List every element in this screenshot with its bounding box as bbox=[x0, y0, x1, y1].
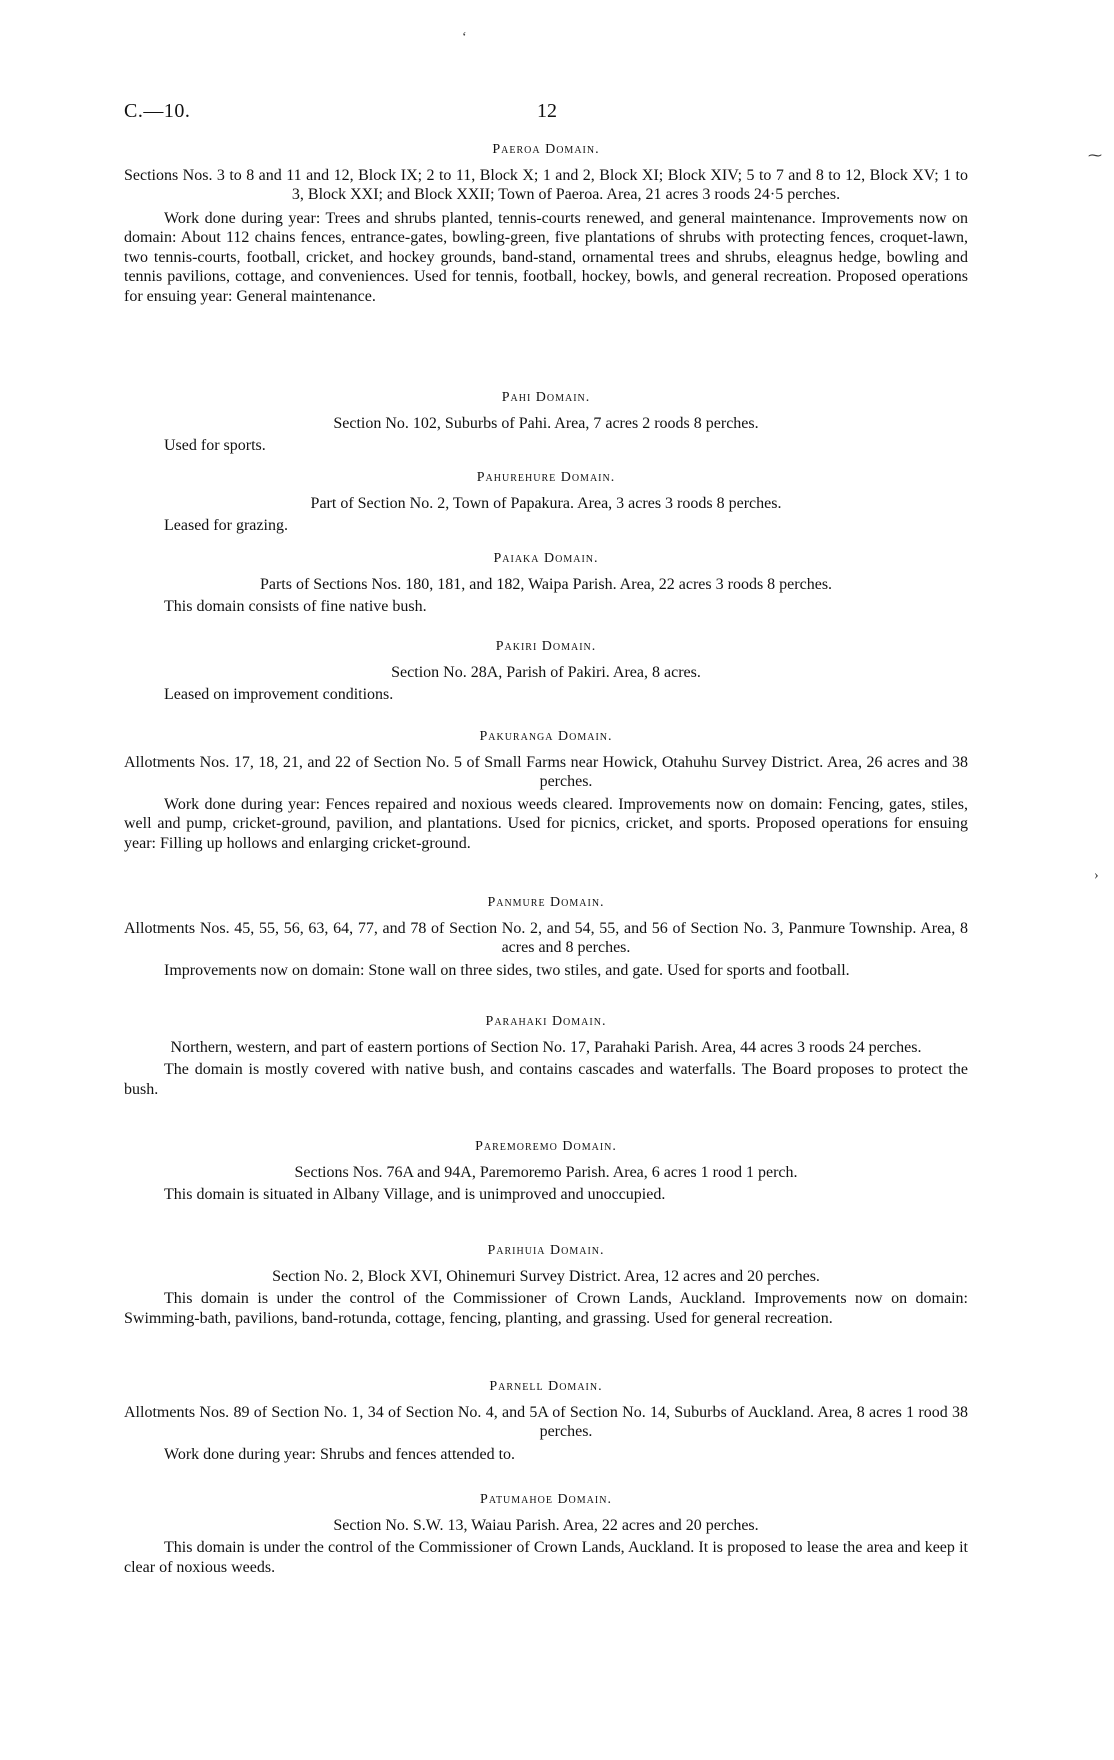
section-body: This domain consists of fine native bush. bbox=[164, 598, 427, 615]
section-heading: Pakiri Domain. bbox=[495, 639, 597, 654]
section-description: Section No. 102, Suburbs of Pahi. Area, 7 acres 2 roods 8 perches. bbox=[333, 414, 759, 432]
scan-speck: ⁓ bbox=[1088, 149, 1102, 164]
section-body: This domain is under the control of the Commissioner of Crown Lands, Auckland. It is proposed to lease the area and keep it clear of noxious weeds. bbox=[124, 1539, 968, 1576]
section-heading: Paiaka Domain. bbox=[493, 551, 599, 566]
section-pahi bbox=[124, 388, 968, 456]
section-heading: Paeroa Domain. bbox=[492, 142, 600, 157]
section-heading: Pakuranga Domain. bbox=[479, 729, 613, 744]
section-body: This domain is situated in Albany Village, and is unimproved and unoccupied. bbox=[164, 1186, 666, 1203]
section-body: Work done during year: Trees and shrubs planted, tennis-courts renewed, and general maintenance. Improvements now on domain: About 112 chains fences, entrance-gates, bowling-green, five plantations of shrubs with protecting fences, croquet-lawn, two tennis-courts, football, cricket, and hockey grounds, band-stand, ornamental trees and shrubs, eleagnus hedge, bowling and tennis pavilions, cottage, and conveniences. Used for tennis, football, hockey, bowls, and general recreation. Proposed operations for ensuing year: General maintenance. bbox=[124, 209, 968, 305]
section-heading: Paremoremo Domain. bbox=[475, 1139, 617, 1154]
section-body: Work done during year: Fences repaired and noxious weeds cleared. Improvements now on domain: Fencing, gates, stiles, well and pump, cricket-ground, pavilion, and plantations. Used for picnics, cricket, and sports. Proposed operations for ensuing year: Filling up hollows and enlarging cricket-ground. bbox=[124, 795, 968, 852]
section-parihuia bbox=[124, 1241, 968, 1328]
section-description: Section No. S.W. 13, Waiau Parish. Area, 22 acres and 20 perches. bbox=[333, 1516, 759, 1534]
section-body: Used for sports. bbox=[164, 437, 266, 454]
section-heading: Parahaki Domain. bbox=[485, 1014, 607, 1029]
section-description: Part of Section No. 2, Town of Papakura. Area, 3 acres 3 roods 8 perches. bbox=[310, 494, 782, 512]
section-paremoremo bbox=[124, 1137, 968, 1205]
scan-speck: › bbox=[1094, 868, 1099, 883]
section-heading: Parihuia Domain. bbox=[487, 1243, 605, 1258]
page-number: 12 bbox=[537, 100, 557, 122]
section-paiaka bbox=[124, 549, 968, 617]
section-heading: Pahurehure Domain. bbox=[476, 470, 616, 485]
section-description: Section No. 28A, Parish of Pakiri. Area, 8 acres. bbox=[391, 663, 701, 681]
section-pakuranga bbox=[124, 727, 968, 853]
section-body: This domain is under the control of the Commissioner of Crown Lands, Auckland. Improvements now on domain: Swimming-bath, pavilions, band-rotunda, cottage, fencing, planting, and grassing. Used for general recreation. bbox=[124, 1290, 968, 1327]
section-body: The domain is mostly covered with native bush, and contains cascades and waterfalls. The Board proposes to protect the bush. bbox=[124, 1061, 968, 1098]
section-body: Leased for grazing. bbox=[164, 517, 288, 534]
section-pakiri bbox=[124, 637, 968, 705]
section-description: Northern, western, and part of eastern portions of Section No. 17, Parahaki Parish. Area, 44 acres 3 roods 24 perches. bbox=[170, 1038, 922, 1056]
section-heading: Patumahoe Domain. bbox=[480, 1492, 612, 1507]
section-heading: Panmure Domain. bbox=[487, 895, 605, 910]
section-parnell bbox=[124, 1377, 968, 1464]
scan-speck: ‘ bbox=[462, 30, 467, 45]
report-reference: C.—10. bbox=[124, 100, 191, 122]
section-body: Work done during year: Shrubs and fences attended to. bbox=[164, 1445, 516, 1463]
section-description: Section No. 2, Block XVI, Ohinemuri Survey District. Area, 12 acres and 20 perches. bbox=[272, 1267, 820, 1285]
section-body: Improvements now on domain: Stone wall on three sides, two stiles, and gate. Used for sports and football. bbox=[164, 961, 850, 979]
section-description: Allotments Nos. 17, 18, 21, and 22 of Section No. 5 of Small Farms near Howick, Otahuhu Survey District. Area, 26 acres and 38 perches. bbox=[124, 753, 968, 790]
section-panmure bbox=[124, 893, 968, 980]
section-paeroa bbox=[124, 140, 968, 306]
section-description: Allotments Nos. 89 of Section No. 1, 34 of Section No. 4, and 5A of Section No. 14, Suburbs of Auckland. Area, 8 acres 1 rood 38 perches. bbox=[124, 1403, 968, 1440]
section-body: Leased on improvement conditions. bbox=[164, 686, 394, 703]
section-heading: Parnell Domain. bbox=[489, 1379, 603, 1394]
section-patumahoe bbox=[124, 1490, 968, 1577]
section-description: Sections Nos. 3 to 8 and 11 and 12, Block IX; 2 to 11, Block X; 1 and 2, Block XI; Block XIV; 5 to 7 and 8 to 12, Block XV; 1 to 3, Block XXI; and Block XXII; Town of Paeroa. Area, 21 acres 3 roods 24·5 perches. bbox=[124, 166, 968, 203]
section-heading: Pahi Domain. bbox=[501, 390, 591, 405]
section-description: Sections Nos. 76A and 94A, Paremoremo Parish. Area, 6 acres 1 rood 1 perch. bbox=[294, 1163, 798, 1181]
section-description: Allotments Nos. 45, 55, 56, 63, 64, 77, and 78 of Section No. 2, and 54, 55, and 56 of Section No. 3, Panmure Township. Area, 8 acres and 8 perches. bbox=[124, 919, 968, 956]
section-pahurehure bbox=[124, 468, 968, 536]
section-parahaki bbox=[124, 1012, 968, 1099]
section-description: Parts of Sections Nos. 180, 181, and 182, Waipa Parish. Area, 22 acres 3 roods 8 perches. bbox=[259, 575, 833, 593]
